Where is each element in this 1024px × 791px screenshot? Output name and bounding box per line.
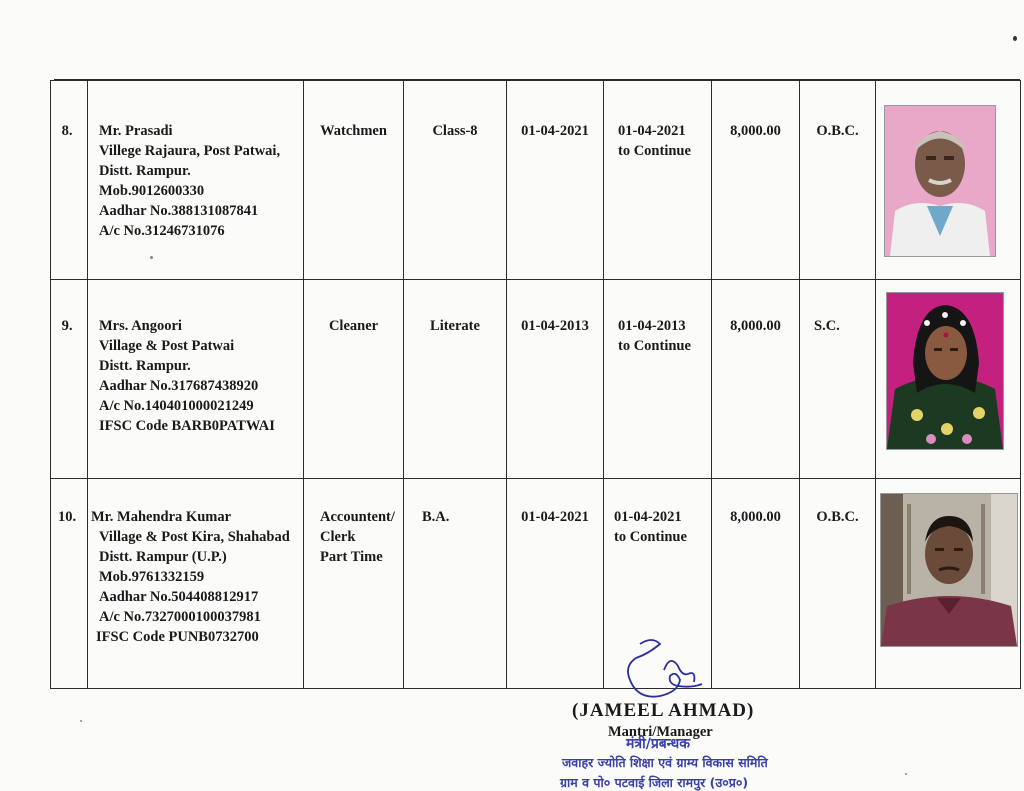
address-line: A/c No.7327000100037981 (99, 609, 261, 625)
post-cell (304, 81, 404, 280)
period-cell (604, 280, 712, 479)
staff-photo (886, 292, 1004, 450)
serial-number: 10. (57, 509, 77, 525)
address-line: Village & Post Patwai (99, 338, 235, 354)
address-line: Distt. Rampur. (99, 358, 191, 374)
serial-number: 8. (61, 123, 73, 139)
joining-date: 01-04-2021 (521, 123, 589, 139)
address-line: Villege Rajaura, Post Patwai, (99, 143, 281, 159)
category: O.B.C. (816, 123, 859, 139)
period-block (604, 81, 711, 161)
salary-cell (712, 81, 800, 280)
address-cell (88, 280, 304, 479)
signatory-title: Mantri/Manager (608, 724, 713, 740)
post-block (304, 280, 403, 336)
period-line: 01-04-2021 (614, 509, 682, 525)
serial-number: 9. (61, 318, 73, 334)
address-block (88, 81, 303, 241)
post-cell (304, 479, 404, 689)
post-line: Clerk (320, 529, 356, 545)
post-block (304, 81, 403, 141)
period-line: to Continue (618, 338, 691, 354)
address-line: A/c No.31246731076 (99, 223, 225, 239)
address-cell (88, 479, 304, 689)
serial-cell (51, 479, 88, 689)
joining-date: 01-04-2013 (521, 318, 589, 334)
address-line: IFSC Code PUNB0732700 (96, 629, 259, 645)
category-cell (800, 81, 876, 280)
qualification-cell (404, 81, 507, 280)
qualification: B.A. (422, 509, 450, 525)
table-row (51, 479, 1021, 689)
scan-speck (80, 720, 82, 722)
address-line: IFSC Code BARB0PATWAI (99, 418, 275, 434)
serial-cell (51, 81, 88, 280)
stamp-organisation: जवाहर ज्योति शिक्षा एवं ग्राम्य विकास समिति (562, 755, 768, 770)
salary: 8,000.00 (730, 318, 781, 334)
period-line: to Continue (618, 143, 691, 159)
joining-date: 01-04-2021 (521, 509, 589, 525)
stamp-title: मंत्री/प्रबन्धक (626, 736, 691, 752)
photo-cell (876, 479, 1021, 689)
photo-cell (876, 81, 1021, 280)
address-line: Aadhar No.504408812917 (99, 589, 259, 605)
address-line: Aadhar No.388131087841 (99, 203, 259, 219)
staff-photo (880, 493, 1018, 647)
address-line: Village & Post Kira, Shahabad (99, 529, 290, 545)
salary-cell (712, 280, 800, 479)
address-line: Distt. Rampur (U.P.) (99, 549, 227, 565)
period-block (604, 280, 711, 356)
joining-date-cell (507, 280, 604, 479)
post-line: Cleaner (328, 318, 379, 334)
period-cell (604, 81, 712, 280)
handwritten-signature (618, 636, 708, 706)
qualification: Literate (430, 318, 480, 334)
signature-block (560, 636, 810, 791)
period-block (604, 479, 711, 547)
photo-cell (876, 280, 1021, 479)
salary: 8,000.00 (730, 509, 781, 525)
staff-photo (884, 105, 996, 257)
salary: 8,000.00 (730, 123, 781, 139)
post-line: Accountent/ (320, 509, 395, 525)
address-line: Mr. Prasadi (99, 123, 173, 139)
address-line: Mob.9012600330 (99, 183, 205, 199)
address-block (88, 280, 303, 436)
address-line: Mob.9761332159 (99, 569, 205, 585)
table-row (51, 81, 1021, 280)
qualification-cell (404, 479, 507, 689)
address-line: Mrs. Angoori (99, 318, 182, 334)
post-cell (304, 280, 404, 479)
post-line: Part Time (320, 549, 383, 565)
address-line: Aadhar No.317687438920 (99, 378, 259, 394)
period-line: 01-04-2013 (618, 318, 686, 334)
post-line: Watchmen (320, 123, 387, 139)
post-block (304, 479, 403, 567)
table-row (51, 280, 1021, 479)
category-cell (800, 280, 876, 479)
address-line: Mr. Mahendra Kumar (91, 509, 232, 525)
category-cell (800, 479, 876, 689)
qualification: Class-8 (432, 123, 478, 139)
address-cell (88, 81, 304, 280)
address-block (88, 479, 303, 647)
period-line: 01-04-2021 (618, 123, 686, 139)
category: S.C. (814, 318, 840, 334)
staff-table (50, 80, 1021, 689)
serial-cell (51, 280, 88, 479)
scan-speck (905, 773, 907, 775)
scan-speck (1013, 36, 1017, 41)
period-line: to Continue (614, 529, 687, 545)
qualification-cell (404, 280, 507, 479)
category: O.B.C. (816, 509, 859, 525)
address-line: A/c No.140401000021249 (99, 398, 254, 414)
signatory-name: (JAMEEL AHMAD) (572, 700, 755, 721)
joining-date-cell (507, 81, 604, 280)
address-line: Distt. Rampur. (99, 163, 191, 179)
stamp-address: ग्राम व पो० पटवाई जिला रामपुर (उ०प्र०) (560, 775, 749, 790)
